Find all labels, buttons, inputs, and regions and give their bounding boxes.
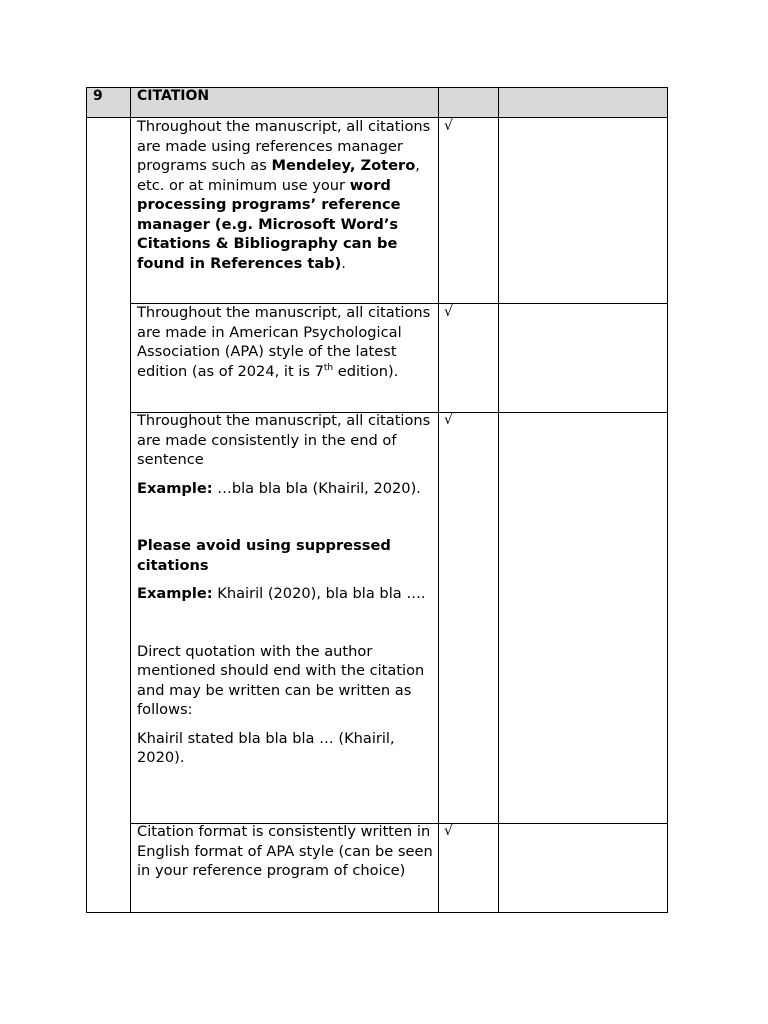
example-label: Example: bbox=[137, 479, 213, 497]
section-title: CITATION bbox=[137, 88, 210, 104]
table-row-4-text bbox=[137, 822, 437, 881]
checkmark: √ bbox=[444, 118, 453, 134]
example-text: …bla bla bla (Khairil, 2020). bbox=[212, 479, 421, 497]
checkmark: √ bbox=[444, 412, 453, 428]
table-row-3-text bbox=[137, 411, 437, 768]
checkmark: √ bbox=[444, 823, 453, 839]
example-text: Khairil (2020), bla bla bla …. bbox=[212, 585, 426, 602]
section-number: 9 bbox=[93, 88, 103, 104]
text-run: Throughout the manuscript, all citations are made in American Psychological Association (APA) style of the latest edition (as of 2024, it is 7 bbox=[137, 304, 431, 380]
row-3-quote-example: Khairil stated bla bla bla … (Khairil, 2020). bbox=[137, 729, 395, 766]
row-3-paragraph-1: Throughout the manuscript, all citations are made consistently in the end of sentence bbox=[137, 412, 431, 468]
text-run: edition). bbox=[333, 362, 399, 380]
checkmark: √ bbox=[444, 304, 453, 320]
row-3-example-2 bbox=[137, 584, 437, 604]
warning-text: Please avoid using suppressed citations bbox=[137, 537, 391, 574]
row-1-paragraph bbox=[137, 117, 437, 273]
text-run: . bbox=[341, 254, 346, 272]
text-run: , etc. or at minimum use your bbox=[137, 157, 420, 194]
text-run: Throughout the manuscript, all citations are made using references manager programs such as bbox=[137, 118, 431, 174]
row-2-paragraph bbox=[137, 303, 437, 381]
row-3-warning bbox=[137, 536, 437, 575]
table-row-2-text bbox=[137, 303, 437, 381]
bold-run: Mendeley, Zotero bbox=[271, 157, 416, 174]
bold-run: word processing programs’ reference manager (e.g. Microsoft Word’s Citations & Bibliography can be found in References tab) bbox=[137, 176, 401, 272]
example-label: Example: bbox=[137, 585, 213, 602]
superscript: th bbox=[323, 362, 334, 373]
row-3-example-1 bbox=[137, 479, 437, 499]
row-3-paragraph-quote: Direct quotation with the author mentioned should end with the citation and may be written can be written as follows: bbox=[137, 642, 425, 718]
table-row-1-text bbox=[137, 117, 437, 273]
row-4-paragraph: Citation format is consistently written in English format of APA style (can be seen in your reference program of choice) bbox=[137, 823, 433, 879]
